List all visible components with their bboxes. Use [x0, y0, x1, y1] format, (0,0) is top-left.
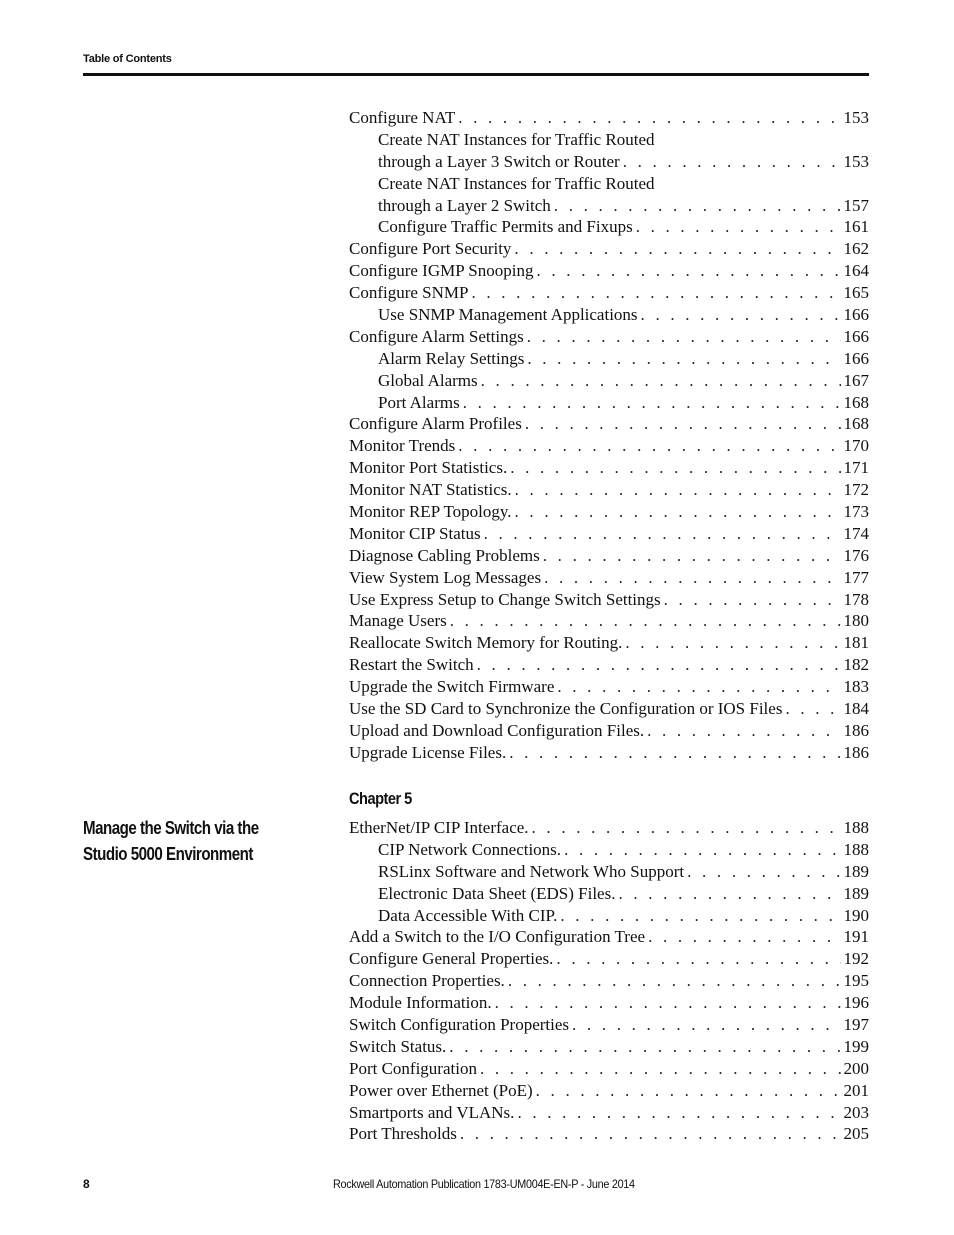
toc-entry[interactable]	[349, 238, 869, 260]
toc-entry-title: Upgrade the Switch Firmware	[349, 677, 555, 697]
toc-entry[interactable]	[349, 501, 869, 523]
dot-leader	[508, 970, 841, 992]
toc-entry-wrap-line: Create NAT Instances for Traffic Routed	[378, 173, 655, 193]
toc-entry-title: Manage Users	[349, 611, 447, 631]
dot-leader	[636, 216, 841, 238]
toc-entry-page: 184	[843, 699, 869, 719]
toc-entry[interactable]	[349, 413, 869, 435]
toc-entry-page: 205	[843, 1124, 869, 1144]
toc-entry[interactable]	[349, 392, 869, 414]
toc-entry-title: Restart the Switch	[349, 655, 474, 675]
toc-entry-page: 171	[843, 458, 869, 478]
dot-leader	[525, 413, 841, 435]
toc-entry-page: 201	[843, 1080, 869, 1100]
toc-entry-page: 197	[843, 1015, 869, 1035]
toc-entry-title: Connection Properties.	[349, 971, 505, 991]
toc-entry-page: 173	[843, 502, 869, 522]
toc-entry-title: Diagnose Cabling Problems	[349, 545, 540, 565]
dot-leader	[537, 260, 841, 282]
toc-entry-title: Configure Traffic Permits and Fixups	[378, 217, 633, 237]
dot-leader	[481, 370, 841, 392]
dot-leader	[641, 304, 841, 326]
toc-entry-page: 200	[843, 1058, 869, 1078]
toc-entry-page: 181	[843, 633, 869, 653]
toc-entry[interactable]	[349, 282, 869, 304]
toc-entry[interactable]	[349, 698, 869, 720]
running-header: Table of Contents	[83, 53, 172, 65]
toc-entry[interactable]	[349, 304, 869, 326]
toc-entry-title: Electronic Data Sheet (EDS) Files.	[378, 883, 616, 903]
toc-entry[interactable]	[349, 1102, 869, 1124]
toc-entry-title: through a Layer 3 Switch or Router	[378, 151, 620, 171]
dot-leader	[509, 742, 840, 764]
toc-entry[interactable]	[349, 1058, 869, 1080]
toc-entry-page: 166	[843, 305, 869, 325]
toc-entry-page: 157	[843, 195, 869, 215]
toc-entry-page: 189	[843, 861, 869, 881]
toc-entry[interactable]	[349, 1123, 869, 1145]
toc-entry-page: 183	[843, 677, 869, 697]
toc-entry[interactable]	[349, 1080, 869, 1102]
dot-leader	[648, 926, 840, 948]
toc-entry-title: Port Thresholds	[349, 1124, 457, 1144]
toc-entry-title: Use the SD Card to Synchronize the Configuration or IOS Files	[349, 699, 783, 719]
toc-entry-page: 186	[843, 742, 869, 762]
dot-leader	[527, 348, 840, 370]
toc-entry-title: Configure Alarm Profiles	[349, 414, 522, 434]
toc-entry-title: Switch Status.	[349, 1036, 447, 1056]
toc-entry-title: Port Configuration	[349, 1058, 477, 1078]
toc-entry[interactable]	[349, 1014, 869, 1036]
toc-entry-title: View System Log Messages	[349, 567, 542, 587]
toc-entry-page: 180	[843, 611, 869, 631]
toc-entry-page: 168	[843, 392, 869, 412]
toc-entry-title: Configure General Properties.	[349, 949, 554, 969]
chapter-label: Chapter 5	[349, 789, 412, 808]
toc-entry[interactable]	[349, 326, 869, 348]
toc-entry-page: 203	[843, 1102, 869, 1122]
toc-entry-title: Configure SNMP	[349, 283, 469, 303]
toc-entry-page: 153	[843, 108, 869, 127]
toc-entry-title: Configure IGMP Snooping	[349, 261, 534, 281]
toc-entry-title: Configure Port Security	[349, 239, 512, 259]
toc-entry-title: Alarm Relay Settings	[378, 348, 525, 368]
toc-entry-page: 191	[843, 927, 869, 947]
toc-entry-page: 188	[843, 818, 869, 837]
dot-leader	[554, 195, 841, 217]
toc-entry-title: Reallocate Switch Memory for Routing.	[349, 633, 623, 653]
toc-entry[interactable]	[349, 817, 869, 839]
dot-leader	[463, 392, 841, 414]
toc-entry-title: Smartports and VLANs.	[349, 1102, 515, 1122]
toc-entry-page: 166	[843, 326, 869, 346]
toc-entry[interactable]	[349, 545, 869, 567]
dot-leader	[687, 861, 840, 883]
dot-leader	[532, 817, 841, 839]
dot-leader	[544, 567, 840, 589]
dot-leader	[664, 589, 841, 611]
toc-entry-page: 162	[843, 239, 869, 259]
toc-entry-title: Monitor Trends	[349, 436, 456, 456]
chapter-title: Manage the Switch via the Studio 5000 Environment	[83, 818, 259, 864]
toc-entry[interactable]	[349, 260, 869, 282]
dot-leader	[515, 479, 841, 501]
toc-entry[interactable]	[349, 523, 869, 545]
toc-entry-wrap-line: Create NAT Instances for Traffic Routed	[378, 129, 655, 149]
header-rule	[83, 73, 869, 76]
dot-leader	[510, 457, 840, 479]
toc-entry[interactable]	[349, 992, 869, 1014]
toc-entry-page: 164	[843, 261, 869, 281]
dot-leader	[515, 501, 841, 523]
toc-entry-page: 182	[843, 655, 869, 675]
dot-leader	[450, 610, 841, 632]
toc-entry-page: 176	[843, 545, 869, 565]
toc-list-top	[349, 107, 869, 764]
toc-entry-title: Monitor CIP Status	[349, 523, 481, 543]
dot-leader	[514, 238, 840, 260]
dot-leader	[560, 905, 840, 927]
toc-entry-title: Switch Configuration Properties	[349, 1015, 570, 1035]
toc-entry-title: Power over Ethernet (PoE)	[349, 1080, 533, 1100]
toc-entry-page: 167	[843, 370, 869, 390]
toc-entry[interactable]	[349, 742, 869, 764]
dot-leader	[556, 948, 840, 970]
toc-entry-title: Upload and Download Configuration Files.	[349, 720, 645, 740]
toc-entry[interactable]	[349, 348, 869, 370]
dot-leader	[623, 151, 841, 173]
toc-entry-page: 192	[843, 949, 869, 969]
dot-leader	[460, 1123, 841, 1145]
toc-entry[interactable]	[349, 883, 869, 905]
toc-entry[interactable]	[349, 435, 869, 457]
dot-leader	[517, 1102, 840, 1124]
toc-entry[interactable]	[349, 107, 869, 129]
toc-entry[interactable]	[349, 720, 869, 742]
toc-entry-page: 188	[843, 839, 869, 859]
toc-entry-page: 166	[843, 348, 869, 368]
toc-entry[interactable]	[349, 926, 869, 948]
toc-entry[interactable]	[349, 589, 869, 611]
toc-entry[interactable]	[349, 970, 869, 992]
toc-entry-title: Monitor NAT Statistics.	[349, 480, 512, 500]
toc-entry-title: Monitor REP Topology.	[349, 502, 512, 522]
publication-info: Rockwell Automation Publication 1783-UM004E-EN-P - June 2014	[333, 1177, 635, 1191]
toc-entry-title: RSLinx Software and Network Who Support	[378, 861, 685, 881]
toc-entry-page: 174	[843, 523, 869, 543]
toc-entry[interactable]	[349, 948, 869, 970]
toc-entry-page: 165	[843, 283, 869, 303]
dot-leader	[458, 107, 840, 129]
dot-leader	[471, 282, 840, 304]
dot-leader	[495, 992, 841, 1014]
toc-entry-page: 168	[843, 414, 869, 434]
toc-entry-page: 170	[843, 436, 869, 456]
dot-leader	[785, 698, 840, 720]
toc-entry-page: 177	[843, 567, 869, 587]
toc-entry-page: 161	[843, 217, 869, 237]
toc-entry[interactable]	[349, 654, 869, 676]
dot-leader	[536, 1080, 841, 1102]
toc-entry-page: 172	[843, 480, 869, 500]
dot-leader	[572, 1014, 840, 1036]
toc-entry[interactable]	[349, 1036, 869, 1058]
toc-entry[interactable]	[349, 216, 869, 238]
toc-entry[interactable]	[349, 457, 869, 479]
toc-entry-page: 186	[843, 720, 869, 740]
toc-entry[interactable]	[349, 676, 869, 698]
toc-list-chapter5	[349, 817, 869, 1145]
toc-entry-page: 190	[843, 905, 869, 925]
toc-entry-page: 195	[843, 971, 869, 991]
toc-entry-title: Global Alarms	[378, 370, 478, 390]
dot-leader	[449, 1036, 840, 1058]
toc-entry-title: through a Layer 2 Switch	[378, 195, 551, 215]
toc-entry-title: Configure NAT	[349, 108, 456, 127]
toc-entry-page: 196	[843, 993, 869, 1013]
dot-leader	[527, 326, 841, 348]
toc-entry[interactable]	[349, 839, 869, 861]
dot-leader	[543, 545, 841, 567]
dot-leader	[618, 883, 840, 905]
toc-entry[interactable]	[349, 370, 869, 392]
toc-entry-title: Upgrade License Files.	[349, 742, 507, 762]
toc-entry[interactable]	[349, 632, 869, 654]
dot-leader	[557, 676, 840, 698]
dot-leader	[477, 654, 841, 676]
toc-entry[interactable]	[349, 567, 869, 589]
toc-entry-title: Data Accessible With CIP.	[378, 905, 558, 925]
toc-entry-title: Module Information.	[349, 993, 492, 1013]
dot-leader	[480, 1058, 841, 1080]
toc-entry[interactable]	[349, 610, 869, 632]
dot-leader	[564, 839, 840, 861]
toc-entry-page: 199	[843, 1036, 869, 1056]
page-number: 8	[83, 1177, 90, 1191]
toc-entry[interactable]	[349, 905, 869, 927]
dot-leader	[458, 435, 840, 457]
toc-entry-title: Use SNMP Management Applications	[378, 305, 638, 325]
toc-entry[interactable]	[349, 151, 869, 173]
toc-entry[interactable]	[349, 195, 869, 217]
dot-leader	[484, 523, 841, 545]
toc-entry-title: Port Alarms	[378, 392, 460, 412]
dot-leader	[625, 632, 840, 654]
toc-entry-title: Add a Switch to the I/O Configuration Tree	[349, 927, 646, 947]
toc-entry-title: Monitor Port Statistics.	[349, 458, 508, 478]
toc-entry[interactable]	[349, 861, 869, 883]
toc-entry-title: Use Express Setup to Change Switch Settings	[349, 589, 661, 609]
toc-entry-page: 153	[843, 151, 869, 171]
toc-entry-page: 178	[843, 589, 869, 609]
toc-entry-title: CIP Network Connections.	[378, 839, 562, 859]
toc-entry-title: EtherNet/IP CIP Interface.	[349, 818, 529, 837]
toc-entry-title: Configure Alarm Settings	[349, 326, 524, 346]
toc-entry[interactable]	[349, 479, 869, 501]
toc-entry-page: 189	[843, 883, 869, 903]
dot-leader	[647, 720, 840, 742]
